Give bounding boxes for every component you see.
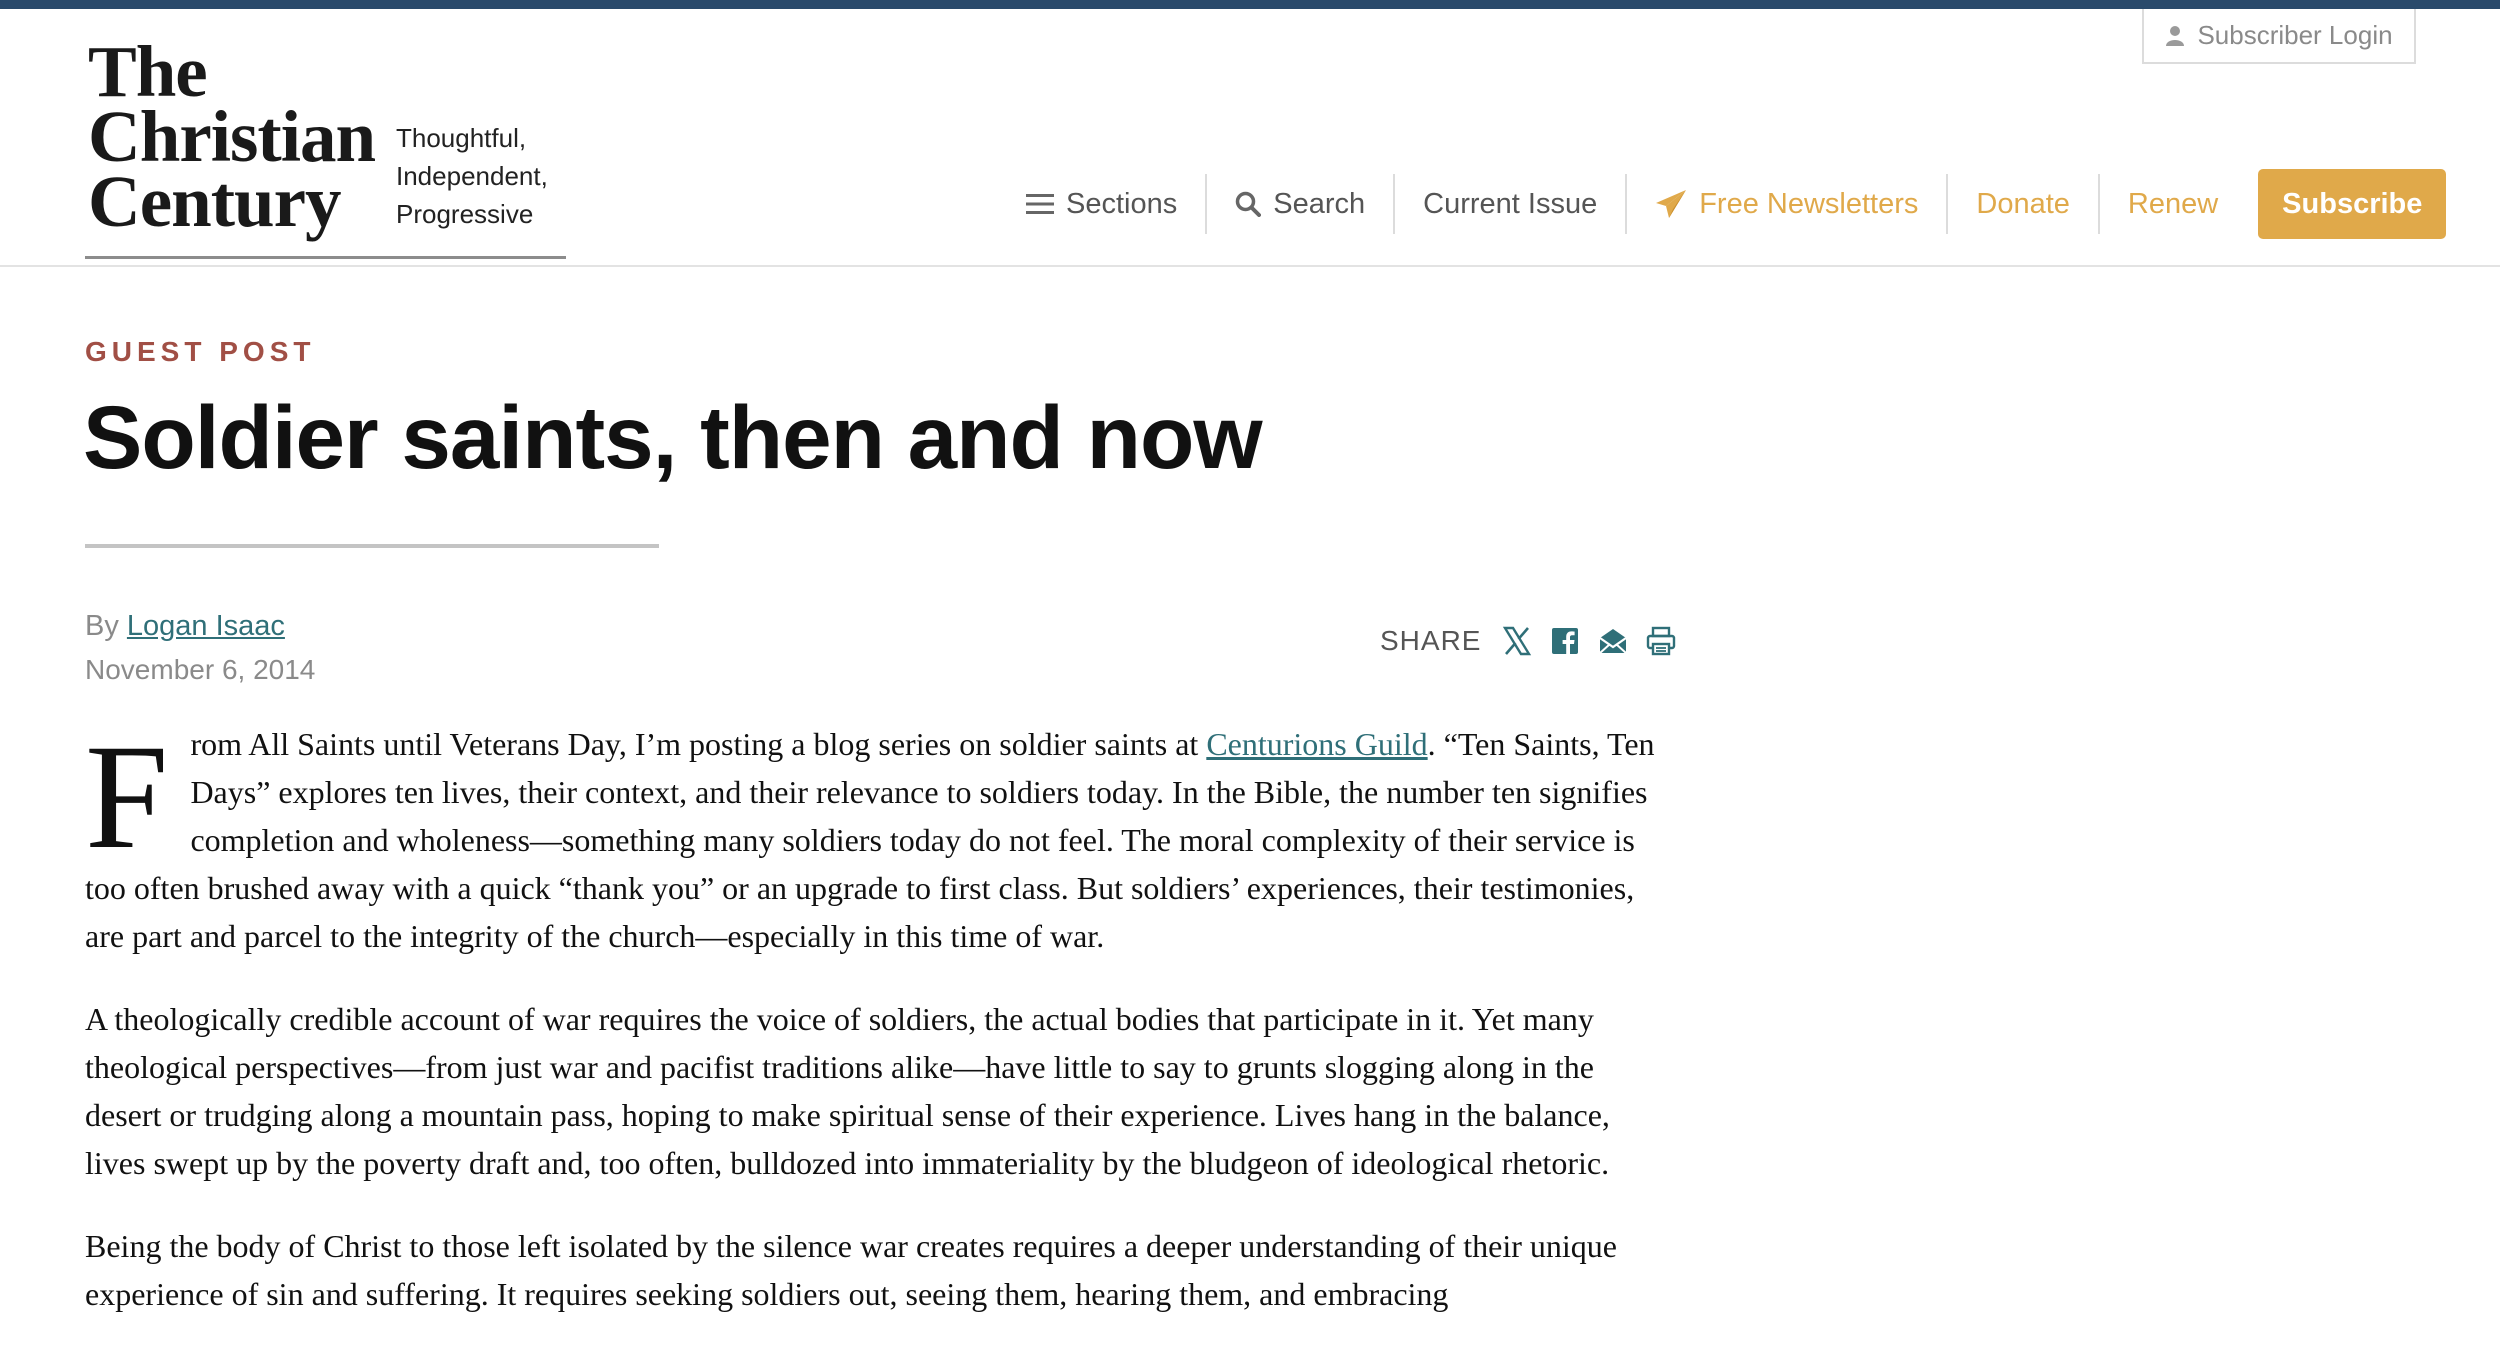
tagline-line-3: Progressive <box>396 199 534 229</box>
subscriber-login-label: Subscriber Login <box>2197 20 2393 50</box>
share-label: SHARE <box>1380 625 1482 656</box>
nav-donate[interactable] <box>1946 174 2098 234</box>
tagline-line-1: Thoughtful, <box>396 123 527 153</box>
search-icon <box>1235 191 1261 217</box>
nav-free-newsletters[interactable] <box>1625 174 1946 234</box>
nav-sections[interactable] <box>1020 174 1205 234</box>
paper-plane-icon <box>1655 189 1687 219</box>
article-paragraph-3: Being the body of Christ to those left isolated by the silence war creates requires a deeper understanding of their unique experience of sin and suffering. It requires seeking soldiers out, seeing them, hearing them, and embracing <box>85 1228 1617 1312</box>
email-icon[interactable] <box>1597 625 1629 657</box>
menu-icon <box>1026 193 1054 215</box>
p1-text-before-link: rom All Saints until Veterans Day, I’m posting a blog series on soldier saints at <box>190 726 1207 762</box>
nav-free-newsletters-label: Free Newsletters <box>1699 187 1919 220</box>
nav-donate-label: Donate <box>1976 187 2070 220</box>
article-paragraph-1 <box>85 714 1675 960</box>
author-link[interactable]: Logan Isaac <box>126 610 285 642</box>
drop-cap: F <box>85 714 169 880</box>
article-kicker[interactable]: GUEST POST <box>85 336 316 367</box>
nav-current-issue-label: Current Issue <box>1423 187 1598 220</box>
nav-search[interactable] <box>1205 174 1393 234</box>
nav-search-label: Search <box>1273 187 1366 220</box>
centurions-guild-link[interactable]: Centurions Guild <box>1206 726 1428 762</box>
nav-current-issue[interactable] <box>1393 174 1625 234</box>
byline-prefix: By <box>85 610 119 642</box>
logo-line-2: Christian <box>88 96 376 177</box>
site-tagline <box>396 119 548 233</box>
logo-line-1: The <box>88 31 207 112</box>
article-body <box>85 714 1675 1353</box>
nav-sections-label: Sections <box>1066 187 1178 220</box>
p1-text-after-link: . “Ten Saints, Ten Days” explores ten lives, their context, and their relevance to soldiers today. In the Bible, the number ten signifies completion and wholeness—something many soldiers today do not feel. The moral complexity of their service is too often brushed away with a quick “thank you” or an upgrade to first class. But soldiers’ experiences, their testimonies, are part and parcel to the integrity of the church—especially in this time of war. <box>85 726 1655 954</box>
nav-renew[interactable] <box>2098 174 2246 234</box>
main-nav <box>1020 171 2446 237</box>
x-icon[interactable] <box>1501 625 1533 657</box>
subscriber-login-button[interactable] <box>2142 9 2416 64</box>
publish-date: November 6, 2014 <box>85 654 316 685</box>
user-icon <box>2165 25 2185 47</box>
article-paragraph-2: A theologically credible account of war requires the voice of soldiers, the actual bodies that participate in it. Yet many theological perspectives—from just war and pacifist traditions alike—have little to say to grunts slogging along in the desert or trudging along a mountain pass, hoping to make spiritual sense of their experience. Lives hang in the balance, lives swept up by the poverty draft and, too often, bulldozed into immateriality by the bludgeon of ideological rhetoric. <box>85 1001 1610 1181</box>
byline <box>85 610 285 643</box>
facebook-icon[interactable] <box>1549 625 1581 657</box>
tagline-line-2: Independent, <box>396 161 548 191</box>
site-header <box>0 9 2500 267</box>
print-icon[interactable] <box>1645 625 1677 657</box>
title-divider <box>85 544 659 548</box>
logo-underline <box>85 256 566 259</box>
subscribe-button[interactable]: Subscribe <box>2258 169 2446 239</box>
nav-renew-label: Renew <box>2127 187 2219 220</box>
top-accent-bar <box>0 0 2500 9</box>
article-title: Soldier saints, then and now <box>83 387 1262 487</box>
site-logo[interactable] <box>88 31 376 242</box>
share-bar <box>1380 625 1677 657</box>
logo-line-3: Century <box>88 161 341 242</box>
